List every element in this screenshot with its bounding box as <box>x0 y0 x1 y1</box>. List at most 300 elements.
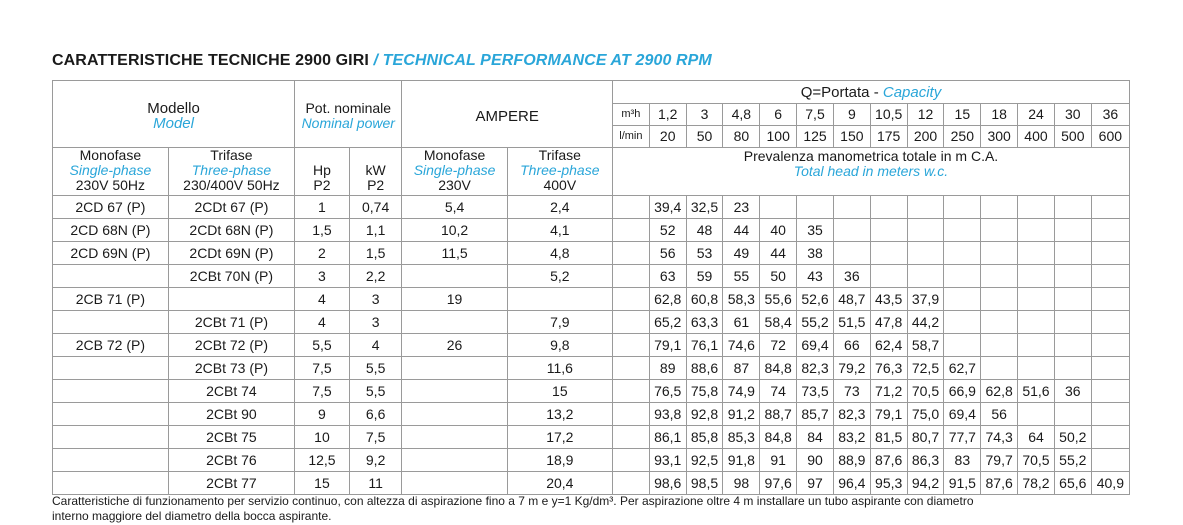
head-label-it: Prevalenza manometrica totale in m C.A. <box>743 148 999 164</box>
head-cell: 82,3 <box>833 403 870 426</box>
head-cell <box>1018 242 1055 265</box>
kw-cell: 4 <box>349 334 402 357</box>
flow-m3h-cell: 1,2 <box>649 104 686 126</box>
head-cell: 40 <box>760 219 797 242</box>
mono-model-cell <box>53 472 169 495</box>
head-cell <box>981 357 1018 380</box>
flow-m3h-cell: 9 <box>833 104 870 126</box>
head-cell: 79,7 <box>981 449 1018 472</box>
title-english: TECHNICAL PERFORMANCE AT 2900 RPM <box>382 52 712 69</box>
head-cell: 98,5 <box>686 472 723 495</box>
head-cell <box>833 196 870 219</box>
head-cell <box>1054 219 1091 242</box>
head-cell: 48 <box>686 219 723 242</box>
hp-cell: 9 <box>295 403 350 426</box>
head-cell <box>981 196 1018 219</box>
head-cell <box>944 334 981 357</box>
hp-p2-label: P2 <box>313 177 331 193</box>
unit-spacer-cell <box>612 196 649 219</box>
amp-mono-header <box>402 148 507 196</box>
unit-lmin: l/min <box>612 126 649 148</box>
amp-tri-cell: 4,1 <box>507 219 612 242</box>
head-cell: 32,5 <box>686 196 723 219</box>
head-cell <box>1018 265 1055 288</box>
head-cell: 60,8 <box>686 288 723 311</box>
amp-tri-cell: 13,2 <box>507 403 612 426</box>
table-row <box>53 219 1130 242</box>
head-cell: 97 <box>797 472 834 495</box>
head-cell: 50 <box>760 265 797 288</box>
amp-tri-cell: 11,6 <box>507 357 612 380</box>
head-cell: 94,2 <box>907 472 944 495</box>
tri-voltage: 230/400V 50Hz <box>183 177 280 193</box>
head-cell: 62,4 <box>870 334 907 357</box>
head-cell <box>944 196 981 219</box>
mono-model-cell <box>53 357 169 380</box>
hp-label: Hp <box>312 162 331 178</box>
kw-cell: 0,74 <box>349 196 402 219</box>
head-cell <box>1091 265 1129 288</box>
power-label-en: Nominal power <box>301 115 395 131</box>
hp-cell: 1 <box>295 196 350 219</box>
head-cell <box>981 265 1018 288</box>
model-label-en: Model <box>153 115 194 132</box>
head-cell <box>797 196 834 219</box>
table-row <box>53 449 1130 472</box>
head-cell: 55,6 <box>760 288 797 311</box>
kw-cell: 1,5 <box>349 242 402 265</box>
head-cell <box>1054 265 1091 288</box>
unit-spacer-cell <box>612 357 649 380</box>
flow-m3h-cell: 36 <box>1091 104 1129 126</box>
hp-cell: 7,5 <box>295 357 350 380</box>
flow-lmin-cell: 300 <box>981 126 1018 148</box>
head-cell: 52 <box>649 219 686 242</box>
hp-cell: 7,5 <box>295 380 350 403</box>
head-cell <box>1091 288 1129 311</box>
tri-model-cell: 2CBt 75 <box>168 426 294 449</box>
unit-spacer-cell <box>612 265 649 288</box>
head-cell <box>1054 288 1091 311</box>
head-cell: 97,6 <box>760 472 797 495</box>
kw-cell: 5,5 <box>349 357 402 380</box>
head-cell <box>907 242 944 265</box>
kw-cell: 5,5 <box>349 380 402 403</box>
unit-spacer-cell <box>612 403 649 426</box>
head-cell: 62,7 <box>944 357 981 380</box>
performance-table <box>52 80 1130 495</box>
flow-lmin-cell: 20 <box>649 126 686 148</box>
head-cell <box>1091 242 1129 265</box>
tri-model-cell: 2CBt 76 <box>168 449 294 472</box>
head-cell <box>1018 403 1055 426</box>
hp-cell: 2 <box>295 242 350 265</box>
hp-cell: 15 <box>295 472 350 495</box>
head-cell: 47,8 <box>870 311 907 334</box>
head-cell: 84,8 <box>760 357 797 380</box>
hp-cell: 5,5 <box>295 334 350 357</box>
head-cell: 44 <box>723 219 760 242</box>
flow-m3h-cell: 3 <box>686 104 723 126</box>
head-cell: 78,2 <box>1018 472 1055 495</box>
head-cell: 74,3 <box>981 426 1018 449</box>
amp-tri-header <box>507 148 612 196</box>
mono-model-cell: 2CB 71 (P) <box>53 288 169 311</box>
head-cell: 73,5 <box>797 380 834 403</box>
head-cell: 55,2 <box>1054 449 1091 472</box>
table-row <box>53 380 1130 403</box>
table-row <box>53 426 1130 449</box>
kw-cell: 1,1 <box>349 219 402 242</box>
head-cell: 82,3 <box>797 357 834 380</box>
head-cell <box>833 242 870 265</box>
unit-m3h: m³h <box>612 104 649 126</box>
head-cell <box>1091 196 1129 219</box>
head-cell <box>1018 311 1055 334</box>
amp-tri-cell: 4,8 <box>507 242 612 265</box>
head-cell: 96,4 <box>833 472 870 495</box>
header-row-1 <box>53 81 1130 104</box>
head-cell: 85,7 <box>797 403 834 426</box>
head-cell: 70,5 <box>907 380 944 403</box>
flow-m3h-cell: 10,5 <box>870 104 907 126</box>
flow-m3h-cell: 18 <box>981 104 1018 126</box>
head-cell <box>1054 196 1091 219</box>
head-cell <box>1054 403 1091 426</box>
head-cell <box>944 288 981 311</box>
head-cell <box>1054 242 1091 265</box>
amp-tri-cell: 7,9 <box>507 311 612 334</box>
head-cell: 74 <box>760 380 797 403</box>
head-cell: 91,8 <box>723 449 760 472</box>
kw-cell: 2,2 <box>349 265 402 288</box>
flow-lmin-cell: 150 <box>833 126 870 148</box>
flow-lmin-cell: 600 <box>1091 126 1129 148</box>
hp-cell: 10 <box>295 426 350 449</box>
head-cell <box>1091 403 1129 426</box>
amp-tri-cell: 15 <box>507 380 612 403</box>
ampere-header <box>402 81 613 148</box>
head-cell: 62,8 <box>649 288 686 311</box>
amp-tri-cell: 18,9 <box>507 449 612 472</box>
table-row <box>53 265 1130 288</box>
head-cell: 64 <box>1018 426 1055 449</box>
head-cell: 83,2 <box>833 426 870 449</box>
mono-model-cell <box>53 426 169 449</box>
head-cell: 76,1 <box>686 334 723 357</box>
table-row <box>53 311 1130 334</box>
model-header <box>53 81 295 148</box>
head-cell: 53 <box>686 242 723 265</box>
flow-lmin-cell: 400 <box>1018 126 1055 148</box>
flow-lmin-cell: 100 <box>760 126 797 148</box>
title-separator: / <box>368 52 383 69</box>
tri-label-it: Trifase <box>210 147 253 163</box>
head-cell <box>870 265 907 288</box>
flow-lmin-cell: 50 <box>686 126 723 148</box>
mono-model-cell <box>53 265 169 288</box>
kw-header <box>349 148 402 196</box>
head-cell: 40,9 <box>1091 472 1129 495</box>
table-row <box>53 242 1130 265</box>
head-cell <box>981 288 1018 311</box>
mono-label-en: Single-phase <box>69 162 152 178</box>
head-cell: 66,9 <box>944 380 981 403</box>
tri-model-cell: 2CBt 72 (P) <box>168 334 294 357</box>
head-cell <box>1091 219 1129 242</box>
head-cell <box>1091 334 1129 357</box>
head-cell: 86,3 <box>907 449 944 472</box>
head-cell: 49 <box>723 242 760 265</box>
head-cell: 66 <box>833 334 870 357</box>
flow-m3h-cell: 6 <box>760 104 797 126</box>
tri-model-cell: 2CBt 73 (P) <box>168 357 294 380</box>
amp-tri-cell: 9,8 <box>507 334 612 357</box>
amp-mono-cell: 19 <box>402 288 507 311</box>
head-cell: 51,6 <box>1018 380 1055 403</box>
capacity-header <box>612 81 1129 104</box>
hp-cell: 1,5 <box>295 219 350 242</box>
mono-label-it: Monofase <box>79 147 142 163</box>
head-cell <box>1018 288 1055 311</box>
head-cell <box>760 196 797 219</box>
flow-lmin-cell: 200 <box>907 126 944 148</box>
head-cell <box>981 334 1018 357</box>
head-cell: 50,2 <box>1054 426 1091 449</box>
unit-spacer-cell <box>612 242 649 265</box>
tri-model-cell: 2CDt 68N (P) <box>168 219 294 242</box>
unit-spacer-cell <box>612 380 649 403</box>
capacity-label-it: Q=Portata - <box>800 83 883 101</box>
head-cell: 38 <box>797 242 834 265</box>
head-cell: 56 <box>981 403 1018 426</box>
head-cell: 59 <box>686 265 723 288</box>
kw-p2-label: P2 <box>367 177 385 193</box>
flow-m3h-cell: 15 <box>944 104 981 126</box>
head-cell <box>1091 380 1129 403</box>
head-cell <box>870 242 907 265</box>
head-cell: 71,2 <box>870 380 907 403</box>
head-cell <box>907 265 944 288</box>
head-cell <box>1091 357 1129 380</box>
head-cell: 88,7 <box>760 403 797 426</box>
head-cell: 93,1 <box>649 449 686 472</box>
head-cell: 65,6 <box>1054 472 1091 495</box>
unit-spacer-cell <box>612 311 649 334</box>
head-cell: 37,9 <box>907 288 944 311</box>
tri-model-header <box>168 148 294 196</box>
head-cell: 87,6 <box>981 472 1018 495</box>
head-cell: 92,8 <box>686 403 723 426</box>
kw-cell: 7,5 <box>349 426 402 449</box>
head-cell: 36 <box>833 265 870 288</box>
table-row <box>53 357 1130 380</box>
head-cell <box>1054 357 1091 380</box>
amp-mono-label-en: Single-phase <box>413 162 496 178</box>
tri-label-en: Three-phase <box>191 162 272 178</box>
unit-spacer-cell <box>612 334 649 357</box>
head-cell: 76,5 <box>649 380 686 403</box>
mono-model-cell: 2CD 68N (P) <box>53 219 169 242</box>
mono-model-cell <box>53 403 169 426</box>
mono-model-header <box>53 148 169 196</box>
head-cell: 84 <box>797 426 834 449</box>
head-cell: 83 <box>944 449 981 472</box>
tri-model-cell: 2CBt 74 <box>168 380 294 403</box>
capacity-label-en: Capacity <box>882 83 942 101</box>
table-row <box>53 472 1130 495</box>
unit-spacer-cell <box>612 288 649 311</box>
page-title <box>52 52 712 70</box>
mono-model-cell <box>53 311 169 334</box>
head-cell: 72 <box>760 334 797 357</box>
header-row-4 <box>53 148 1130 196</box>
power-label-it: Pot. nominale <box>305 100 392 116</box>
flow-m3h-cell: 30 <box>1054 104 1091 126</box>
head-cell: 88,9 <box>833 449 870 472</box>
head-cell: 95,3 <box>870 472 907 495</box>
head-cell: 79,1 <box>649 334 686 357</box>
head-cell: 55 <box>723 265 760 288</box>
head-cell: 58,3 <box>723 288 760 311</box>
amp-mono-voltage: 230V <box>438 177 471 193</box>
flow-m3h-cell: 24 <box>1018 104 1055 126</box>
flow-lmin-cell: 175 <box>870 126 907 148</box>
amp-mono-label-it: Monofase <box>423 147 486 163</box>
head-cell: 80,7 <box>907 426 944 449</box>
head-cell: 74,9 <box>723 380 760 403</box>
power-header <box>295 81 402 148</box>
amp-tri-cell: 2,4 <box>507 196 612 219</box>
footnote-line-1: Caratteristiche di funzionamento per servizio continuo, con altezza di aspirazione fino a 7 m e y=1 Kg/dm³. Per aspirazione oltre 4 m installare un tubo aspirante con diametro <box>52 494 974 508</box>
flow-lmin-cell: 125 <box>797 126 834 148</box>
head-cell <box>907 196 944 219</box>
flow-lmin-cell: 250 <box>944 126 981 148</box>
table-row <box>53 196 1130 219</box>
tri-model-cell: 2CBt 77 <box>168 472 294 495</box>
head-cell: 74,6 <box>723 334 760 357</box>
head-cell: 91 <box>760 449 797 472</box>
flow-m3h-cell: 7,5 <box>797 104 834 126</box>
head-cell <box>1018 357 1055 380</box>
amp-mono-cell: 26 <box>402 334 507 357</box>
head-cell: 86,1 <box>649 426 686 449</box>
hp-cell: 12,5 <box>295 449 350 472</box>
head-cell: 58,4 <box>760 311 797 334</box>
head-cell: 85,3 <box>723 426 760 449</box>
model-label-it: Modello <box>147 100 200 117</box>
amp-mono-cell: 10,2 <box>402 219 507 242</box>
head-cell: 87,6 <box>870 449 907 472</box>
ampere-label: AMPERE <box>475 107 539 125</box>
amp-mono-cell: 11,5 <box>402 242 507 265</box>
head-cell: 63,3 <box>686 311 723 334</box>
hp-cell: 3 <box>295 265 350 288</box>
head-cell: 58,7 <box>907 334 944 357</box>
head-cell: 35 <box>797 219 834 242</box>
head-cell: 76,3 <box>870 357 907 380</box>
flow-m3h-cell: 4,8 <box>723 104 760 126</box>
footnote <box>52 494 1142 524</box>
head-cell: 93,8 <box>649 403 686 426</box>
footnote-line-2: interno maggiore del diametro della bocca aspirante. <box>52 509 332 523</box>
head-cell: 36 <box>1054 380 1091 403</box>
amp-mono-cell <box>402 426 507 449</box>
tri-model-cell: 2CBt 71 (P) <box>168 311 294 334</box>
head-cell: 48,7 <box>833 288 870 311</box>
amp-tri-cell <box>507 288 612 311</box>
head-label-en: Total head in meters w.c. <box>793 163 949 179</box>
amp-mono-cell <box>402 403 507 426</box>
head-cell: 88,6 <box>686 357 723 380</box>
head-cell: 39,4 <box>649 196 686 219</box>
head-cell <box>1091 311 1129 334</box>
table-row <box>53 403 1130 426</box>
head-cell: 44,2 <box>907 311 944 334</box>
unit-spacer-cell <box>612 472 649 495</box>
head-cell: 84,8 <box>760 426 797 449</box>
head-cell: 52,6 <box>797 288 834 311</box>
head-cell: 69,4 <box>797 334 834 357</box>
head-cell <box>870 219 907 242</box>
tri-model-cell: 2CDt 69N (P) <box>168 242 294 265</box>
head-cell: 75,0 <box>907 403 944 426</box>
head-cell <box>1018 219 1055 242</box>
head-cell <box>944 219 981 242</box>
flow-m3h-cell: 12 <box>907 104 944 126</box>
amp-tri-label-it: Trifase <box>538 147 581 163</box>
head-cell: 87 <box>723 357 760 380</box>
amp-tri-cell: 17,2 <box>507 426 612 449</box>
head-cell <box>1091 426 1129 449</box>
head-cell: 56 <box>649 242 686 265</box>
head-cell: 69,4 <box>944 403 981 426</box>
head-cell: 98,6 <box>649 472 686 495</box>
amp-mono-cell <box>402 472 507 495</box>
head-cell <box>981 219 1018 242</box>
head-cell: 89 <box>649 357 686 380</box>
head-cell <box>870 196 907 219</box>
unit-spacer-cell <box>612 219 649 242</box>
flow-lmin-cell: 80 <box>723 126 760 148</box>
head-cell: 62,8 <box>981 380 1018 403</box>
flow-lmin-cell: 500 <box>1054 126 1091 148</box>
amp-tri-cell: 5,2 <box>507 265 612 288</box>
head-cell: 92,5 <box>686 449 723 472</box>
amp-mono-cell <box>402 357 507 380</box>
kw-label: kW <box>365 162 386 178</box>
head-cell: 43 <box>797 265 834 288</box>
tri-model-cell: 2CBt 70N (P) <box>168 265 294 288</box>
tri-model-cell: 2CBt 90 <box>168 403 294 426</box>
unit-spacer-cell <box>612 449 649 472</box>
head-cell <box>1091 449 1129 472</box>
head-cell: 23 <box>723 196 760 219</box>
head-cell: 43,5 <box>870 288 907 311</box>
amp-mono-cell <box>402 311 507 334</box>
head-cell: 51,5 <box>833 311 870 334</box>
title-italian: CARATTERISTICHE TECNICHE 2900 GIRI <box>52 52 369 69</box>
mono-model-cell: 2CD 69N (P) <box>53 242 169 265</box>
table-row <box>53 288 1130 311</box>
kw-cell: 3 <box>349 288 402 311</box>
amp-tri-cell: 20,4 <box>507 472 612 495</box>
head-cell <box>1054 311 1091 334</box>
table-row <box>53 334 1130 357</box>
amp-mono-cell <box>402 265 507 288</box>
head-cell: 90 <box>797 449 834 472</box>
mono-model-cell <box>53 380 169 403</box>
